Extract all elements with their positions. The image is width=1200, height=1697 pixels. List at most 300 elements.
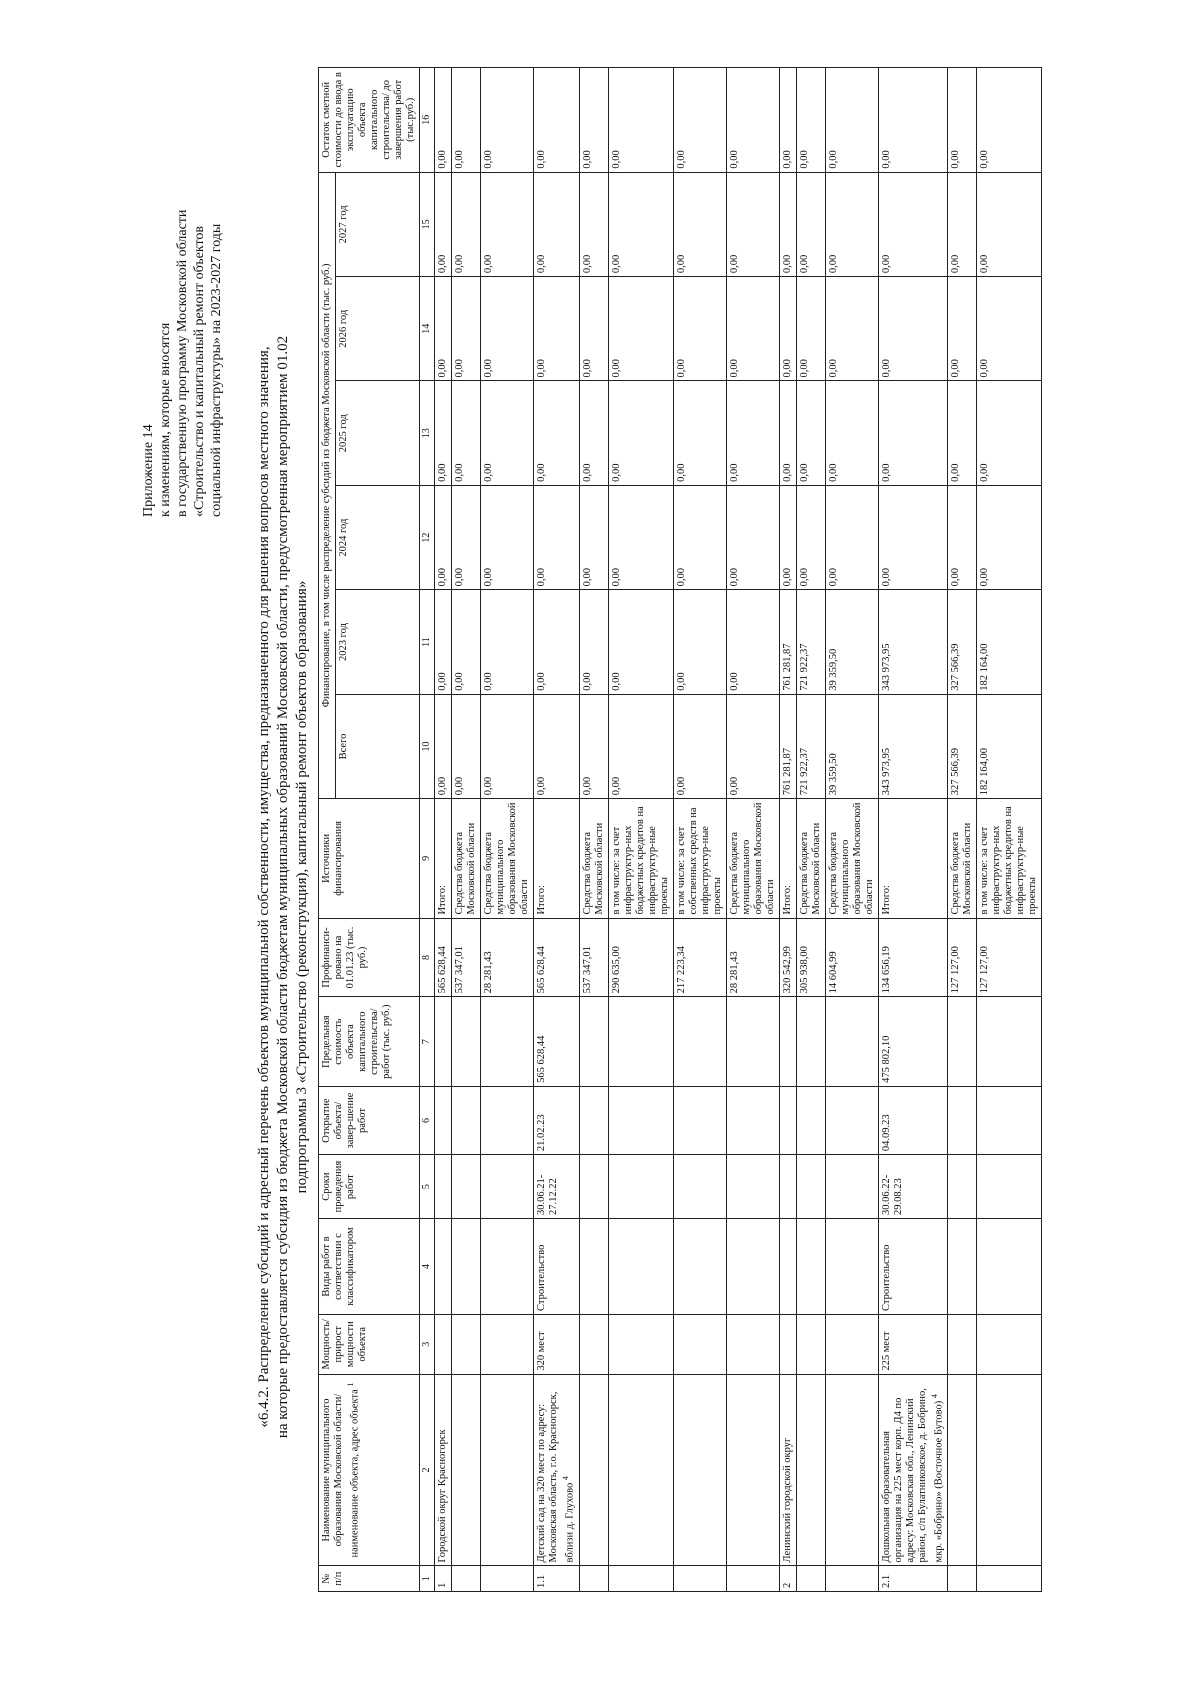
- cell-text: 290 635,00: [610, 946, 622, 994]
- table-cell-v13: [726, 381, 779, 485]
- cell-text: 475 802,10: [880, 1035, 892, 1083]
- table-cell-work: [435, 1219, 452, 1315]
- table-row: [435, 68, 452, 1592]
- subsidy-table: [318, 67, 1042, 1592]
- cell-text: 0,00: [437, 776, 448, 796]
- table-cell-src: [825, 799, 878, 918]
- table-cell-name: [726, 1374, 779, 1566]
- cell-text: 0,00: [610, 254, 622, 274]
- table-cell-work: [878, 1219, 948, 1315]
- column-number: 11: [420, 590, 435, 694]
- table-cell-v15: [878, 172, 948, 277]
- footnote-mark: 1: [346, 1382, 355, 1387]
- cell-text: 320 мест: [536, 1331, 547, 1371]
- table-cell-n: [779, 1566, 796, 1592]
- table-cell-v14: [726, 277, 779, 381]
- cell-text: Детский сад на 320 мест по адресу: Московская область, г.о. Красногорск, вблизи д. Глухово: [536, 1391, 576, 1563]
- cell-text: Строительство: [880, 1244, 892, 1311]
- table-cell-limit: [452, 997, 481, 1087]
- cell-text: 0,00: [454, 359, 465, 378]
- table-cell-v13: [878, 381, 948, 485]
- table-cell-cap: [779, 1314, 796, 1374]
- cell-text: 320 542,99: [781, 946, 793, 994]
- column-number: 13: [420, 381, 435, 485]
- table-cell-n: [608, 1566, 673, 1592]
- table-cell-name: [435, 1374, 452, 1566]
- table-cell-fin: [673, 918, 726, 997]
- table-cell-work: [673, 1219, 726, 1315]
- cell-text: 0,00: [437, 254, 448, 274]
- cell-text: 0,00: [536, 776, 547, 796]
- cell-text: 0,00: [798, 567, 810, 587]
- table-cell-term: [481, 1155, 534, 1219]
- cell-text: 0,00: [728, 254, 740, 274]
- table-cell-v11: [673, 590, 726, 694]
- cell-text: 0,00: [483, 567, 494, 587]
- cell-text: 0,00: [454, 567, 465, 587]
- cell-text: 343 973,95: [880, 643, 892, 691]
- cell-text: 0,00: [979, 463, 990, 482]
- cell-text: Строительство: [536, 1244, 547, 1311]
- cell-text: 127 127,00: [979, 946, 990, 994]
- table-cell-v13: [948, 381, 977, 485]
- cell-text: 0,00: [827, 150, 839, 169]
- table-cell-v12: [825, 485, 878, 589]
- appendix-line: Приложение 14: [141, 424, 156, 517]
- table-cell-v10: [825, 694, 878, 798]
- table-cell-v16: [673, 68, 726, 173]
- table-cell-term: [435, 1155, 452, 1219]
- cell-text: 0,00: [581, 567, 593, 587]
- appendix-line: социальной инфраструктуры» на 2023-2027 годы: [209, 223, 224, 517]
- cell-text: 305 938,00: [798, 946, 810, 994]
- cell-text: 2.1: [880, 1574, 892, 1588]
- cell-text: в том числе: за счет собственных средств на инфраструктур-ные проекты: [675, 807, 723, 915]
- table-cell-v16: [878, 68, 948, 173]
- cell-text: 0,00: [437, 463, 448, 482]
- cell-text: Итого:: [536, 885, 547, 915]
- table-cell-limit: [825, 997, 878, 1087]
- cell-text: 0,00: [728, 672, 740, 691]
- column-number: 16: [420, 68, 435, 173]
- table-cell-work: [608, 1219, 673, 1315]
- table-cell-n: [452, 1566, 481, 1592]
- document-title: [255, 197, 312, 1577]
- header-text: Наименование муниципального образования Московской области/ наименование объекта, адрес объекта: [321, 1389, 361, 1558]
- table-cell-cap: [673, 1314, 726, 1374]
- table-cell-v15: [608, 172, 673, 277]
- table-cell-cap: [977, 1314, 1042, 1374]
- table-cell-fin: [481, 918, 534, 997]
- cell-text: Средства бюджета муниципального образования Московской области: [728, 802, 776, 915]
- table-cell-v11: [435, 590, 452, 694]
- cell-text: 127 127,00: [950, 946, 961, 994]
- appendix-note: [140, 97, 225, 517]
- table-cell-v12: [481, 485, 534, 589]
- cell-text: 0,00: [454, 776, 465, 796]
- table-cell-cap: [825, 1314, 878, 1374]
- table-cell-term: [452, 1155, 481, 1219]
- table-cell-work: [977, 1219, 1042, 1315]
- table-cell-v11: [796, 590, 825, 694]
- table-cell-v15: [452, 172, 481, 277]
- cell-text: 0,00: [798, 463, 810, 482]
- cell-text: 0,00: [675, 254, 687, 274]
- cell-text: 0,00: [610, 567, 622, 587]
- table-cell-limit: [481, 997, 534, 1087]
- table-cell-work: [452, 1219, 481, 1315]
- cell-text: 0,00: [880, 359, 892, 378]
- table-cell-n: [579, 1566, 608, 1592]
- cell-text: 0,00: [880, 567, 892, 587]
- header-cell: 2024 год: [336, 485, 420, 589]
- table-cell-v12: [673, 485, 726, 589]
- table-cell-v10: [779, 694, 796, 798]
- table-cell-v13: [579, 381, 608, 485]
- cell-text: 0,00: [437, 359, 448, 378]
- table-cell-work: [948, 1219, 977, 1315]
- table-cell-v10: [481, 694, 534, 798]
- table-cell-v16: [435, 68, 452, 173]
- table-cell-n: [435, 1566, 452, 1592]
- table-cell-src: [779, 799, 796, 918]
- table-cell-work: [579, 1219, 608, 1315]
- table-cell-v16: [726, 68, 779, 173]
- table-cell-limit: [779, 997, 796, 1087]
- header-cell: Профинанси-ровано на 01.01.23 (тыс. руб.): [319, 918, 420, 997]
- table-cell-v11: [726, 590, 779, 694]
- table-cell-v12: [534, 485, 580, 589]
- cell-text: 0,00: [675, 567, 687, 587]
- column-number: 2: [420, 1374, 435, 1566]
- cell-text: 0,00: [728, 463, 740, 482]
- table-cell-v13: [779, 381, 796, 485]
- table-cell-v16: [481, 68, 534, 173]
- table-cell-v11: [481, 590, 534, 694]
- table-cell-open: [452, 1086, 481, 1154]
- cell-text: 0,00: [581, 359, 593, 378]
- column-number: 4: [420, 1219, 435, 1315]
- cell-text: Средства бюджета Московской области: [798, 822, 822, 915]
- table-cell-v14: [534, 277, 580, 381]
- table-cell-v12: [452, 485, 481, 589]
- cell-text: 0,00: [581, 254, 593, 274]
- cell-text: 182 164,00: [979, 747, 990, 796]
- table-row: [825, 68, 878, 1592]
- table-cell-work: [825, 1219, 878, 1315]
- table-cell-n: [673, 1566, 726, 1592]
- table-cell-term: [673, 1155, 726, 1219]
- cell-text: Дошкольная образовательная организация на 225 мест корп. Д4 по адресу: Московская обл., Ленинский район, с/п Булатниковское, д. Бобрино, мкр. «Бобрино» (Восточное Бутово): [880, 1388, 944, 1563]
- table-cell-term: [608, 1155, 673, 1219]
- table-cell-v11: [977, 590, 1042, 694]
- table-cell-v12: [579, 485, 608, 589]
- cell-text: 565 628,44: [536, 946, 547, 994]
- table-cell-limit: [948, 997, 977, 1087]
- cell-text: 0,00: [798, 359, 810, 378]
- cell-text: 0,00: [675, 776, 687, 796]
- cell-text: 0,00: [675, 359, 687, 378]
- table-cell-v10: [726, 694, 779, 798]
- table-cell-v16: [825, 68, 878, 173]
- table-cell-n: [825, 1566, 878, 1592]
- cell-text: 0,00: [536, 567, 547, 587]
- table-cell-name: [608, 1374, 673, 1566]
- table-cell-term: [534, 1155, 580, 1219]
- table-cell-v14: [452, 277, 481, 381]
- table-cell-v14: [779, 277, 796, 381]
- table-cell-open: [481, 1086, 534, 1154]
- table-cell-v14: [825, 277, 878, 381]
- table-cell-limit: [435, 997, 452, 1087]
- table-row: [878, 68, 948, 1592]
- column-number: 5: [420, 1155, 435, 1219]
- table-cell-v14: [579, 277, 608, 381]
- table-cell-src: [435, 799, 452, 918]
- cell-text: Средства бюджета Московской области: [581, 822, 605, 915]
- header-cell: 2026 год: [336, 277, 420, 381]
- table-cell-term: [726, 1155, 779, 1219]
- cell-text: 0,00: [483, 150, 494, 169]
- table-cell-v10: [796, 694, 825, 798]
- table-row: [579, 68, 608, 1592]
- cell-text: 0,00: [483, 359, 494, 378]
- cell-text: 0,00: [880, 254, 892, 274]
- appendix-line: «Строительство и капитальный ремонт объектов: [192, 225, 207, 517]
- table-row: [673, 68, 726, 1592]
- table-cell-open: [534, 1086, 580, 1154]
- table-cell-open: [878, 1086, 948, 1154]
- cell-text: Средства бюджета Московской области: [950, 822, 973, 915]
- table-cell-src: [608, 799, 673, 918]
- cell-text: 0,00: [798, 150, 810, 169]
- table-cell-v13: [825, 381, 878, 485]
- table-cell-n: [726, 1566, 779, 1592]
- table-cell-work: [779, 1219, 796, 1315]
- table-cell-v12: [726, 485, 779, 589]
- table-cell-v14: [977, 277, 1042, 381]
- cell-text: 0,00: [454, 254, 465, 274]
- footnote-mark: 4: [561, 1476, 570, 1481]
- cell-text: 0,00: [483, 776, 494, 796]
- table-cell-open: [825, 1086, 878, 1154]
- table-cell-src: [878, 799, 948, 918]
- table-cell-v15: [435, 172, 452, 277]
- cell-text: Средства бюджета муниципального образования Московской области: [483, 802, 530, 915]
- table-cell-open: [673, 1086, 726, 1154]
- table-cell-v15: [796, 172, 825, 277]
- table-cell-term: [579, 1155, 608, 1219]
- cell-text: 0,00: [798, 254, 810, 274]
- table-cell-term: [779, 1155, 796, 1219]
- table-cell-v10: [608, 694, 673, 798]
- table-cell-name: [825, 1374, 878, 1566]
- table-cell-cap: [481, 1314, 534, 1374]
- cell-text: 761 281,87: [781, 643, 793, 691]
- table-cell-n: [977, 1566, 1042, 1592]
- table-cell-v14: [608, 277, 673, 381]
- cell-text: 0,00: [950, 567, 961, 587]
- cell-text: 0,00: [536, 359, 547, 378]
- cell-text: 0,00: [610, 776, 622, 796]
- table-cell-v15: [534, 172, 580, 277]
- cell-text: 0,00: [581, 463, 593, 482]
- table-cell-v16: [948, 68, 977, 173]
- table-cell-limit: [608, 997, 673, 1087]
- cell-text: 0,00: [483, 672, 494, 691]
- cell-text: 0,00: [536, 150, 547, 169]
- table-cell-v13: [435, 381, 452, 485]
- table-cell-v11: [825, 590, 878, 694]
- cell-text: 0,00: [454, 463, 465, 482]
- cell-text: 39 359,50: [827, 753, 839, 796]
- table-cell-v10: [977, 694, 1042, 798]
- cell-text: 28 281,43: [728, 951, 740, 994]
- header-cell: Всего: [336, 694, 420, 798]
- table-cell-limit: [534, 997, 580, 1087]
- table-cell-limit: [579, 997, 608, 1087]
- cell-text: Городской округ Красногорск: [437, 1429, 448, 1563]
- table-cell-name: [878, 1374, 948, 1566]
- cell-text: 30.06.22-29.08.23: [880, 1174, 904, 1216]
- column-number: 6: [420, 1086, 435, 1154]
- table-cell-v16: [534, 68, 580, 173]
- cell-text: 14 604,99: [827, 951, 839, 994]
- cell-text: 0,00: [728, 567, 740, 587]
- table-cell-v10: [534, 694, 580, 798]
- cell-text: 0,00: [728, 776, 740, 796]
- cell-text: 0,00: [675, 150, 687, 169]
- table-cell-v14: [948, 277, 977, 381]
- cell-text: 0,00: [781, 254, 793, 274]
- table-cell-n: [878, 1566, 948, 1592]
- cell-text: 0,00: [610, 672, 622, 691]
- table-cell-open: [948, 1086, 977, 1154]
- cell-text: 0,00: [437, 150, 448, 169]
- table-cell-src: [673, 799, 726, 918]
- table-row: [481, 68, 534, 1592]
- cell-text: 0,00: [827, 567, 839, 587]
- table-cell-fin: [878, 918, 948, 997]
- column-number: 15: [420, 172, 435, 277]
- cell-text: 0,00: [880, 150, 892, 169]
- table-cell-v13: [534, 381, 580, 485]
- table-cell-v16: [977, 68, 1042, 173]
- table-cell-n: [796, 1566, 825, 1592]
- table-body: [435, 68, 1042, 1592]
- column-number: 3: [420, 1314, 435, 1374]
- cell-text: Итого:: [437, 885, 448, 915]
- cell-text: 0,00: [610, 150, 622, 169]
- cell-text: 0,00: [880, 463, 892, 482]
- header-row: [319, 68, 336, 1592]
- table-cell-cap: [878, 1314, 948, 1374]
- cell-text: 0,00: [827, 254, 839, 274]
- table-cell-v14: [878, 277, 948, 381]
- cell-text: 182 164,00: [979, 643, 990, 691]
- table-cell-open: [726, 1086, 779, 1154]
- table-row: [796, 68, 825, 1592]
- table-cell-v13: [673, 381, 726, 485]
- table-cell-work: [726, 1219, 779, 1315]
- cell-text: 537 347,01: [454, 946, 465, 994]
- table-row: [726, 68, 779, 1592]
- table-cell-v11: [878, 590, 948, 694]
- column-number: 10: [420, 694, 435, 798]
- table-cell-open: [608, 1086, 673, 1154]
- cell-text: 0,00: [827, 463, 839, 482]
- cell-text: 0,00: [536, 254, 547, 274]
- table-cell-v15: [481, 172, 534, 277]
- table-cell-v11: [779, 590, 796, 694]
- table-cell-term: [948, 1155, 977, 1219]
- cell-text: 0,00: [483, 254, 494, 274]
- table-cell-v16: [779, 68, 796, 173]
- cell-text: 0,00: [437, 672, 448, 691]
- column-number: 1: [420, 1566, 435, 1592]
- table-cell-v12: [878, 485, 948, 589]
- table-cell-fin: [726, 918, 779, 997]
- header-cell: Виды работ в соответствии с классификатором: [319, 1219, 420, 1315]
- header-cell: Источники финансирования: [319, 799, 420, 918]
- table-cell-v14: [435, 277, 452, 381]
- table-cell-v13: [977, 381, 1042, 485]
- table-cell-term: [796, 1155, 825, 1219]
- table-cell-src: [481, 799, 534, 918]
- table-cell-v15: [579, 172, 608, 277]
- cell-text: 0,00: [454, 672, 465, 691]
- cell-text: 565 628,44: [437, 946, 448, 994]
- cell-text: 0,00: [950, 150, 961, 169]
- cell-text: 327 566,39: [950, 747, 961, 796]
- table-cell-v12: [796, 485, 825, 589]
- table-cell-v10: [579, 694, 608, 798]
- header-cell: 2027 год: [336, 172, 420, 277]
- table-cell-name: [452, 1374, 481, 1566]
- table-cell-fin: [579, 918, 608, 997]
- table-cell-v10: [452, 694, 481, 798]
- table-cell-v10: [948, 694, 977, 798]
- cell-text: 1.1: [536, 1574, 547, 1588]
- table-cell-cap: [608, 1314, 673, 1374]
- table-cell-cap: [579, 1314, 608, 1374]
- table-cell-name: [481, 1374, 534, 1566]
- table-cell-v10: [878, 694, 948, 798]
- table-cell-term: [977, 1155, 1042, 1219]
- column-number: 12: [420, 485, 435, 589]
- cell-text: 0,00: [610, 463, 622, 482]
- column-number: 8: [420, 918, 435, 997]
- column-number: 7: [420, 997, 435, 1087]
- cell-text: 0,00: [454, 150, 465, 169]
- footnote-mark: 4: [929, 1394, 939, 1399]
- cell-text: 343 973,95: [880, 747, 892, 796]
- table-row: [608, 68, 673, 1592]
- table-cell-work: [534, 1219, 580, 1315]
- table-cell-cap: [435, 1314, 452, 1374]
- cell-text: 217 223,34: [675, 946, 687, 994]
- cell-text: 0,00: [950, 359, 961, 378]
- table-cell-name: [779, 1374, 796, 1566]
- cell-text: Средства бюджета муниципального образования Московской области: [827, 802, 875, 915]
- table-cell-v12: [977, 485, 1042, 589]
- table-cell-limit: [726, 997, 779, 1087]
- table-cell-v14: [481, 277, 534, 381]
- column-number: 9: [420, 799, 435, 918]
- table-row: [452, 68, 481, 1592]
- table-cell-term: [825, 1155, 878, 1219]
- cell-text: 761 281,87: [781, 747, 793, 796]
